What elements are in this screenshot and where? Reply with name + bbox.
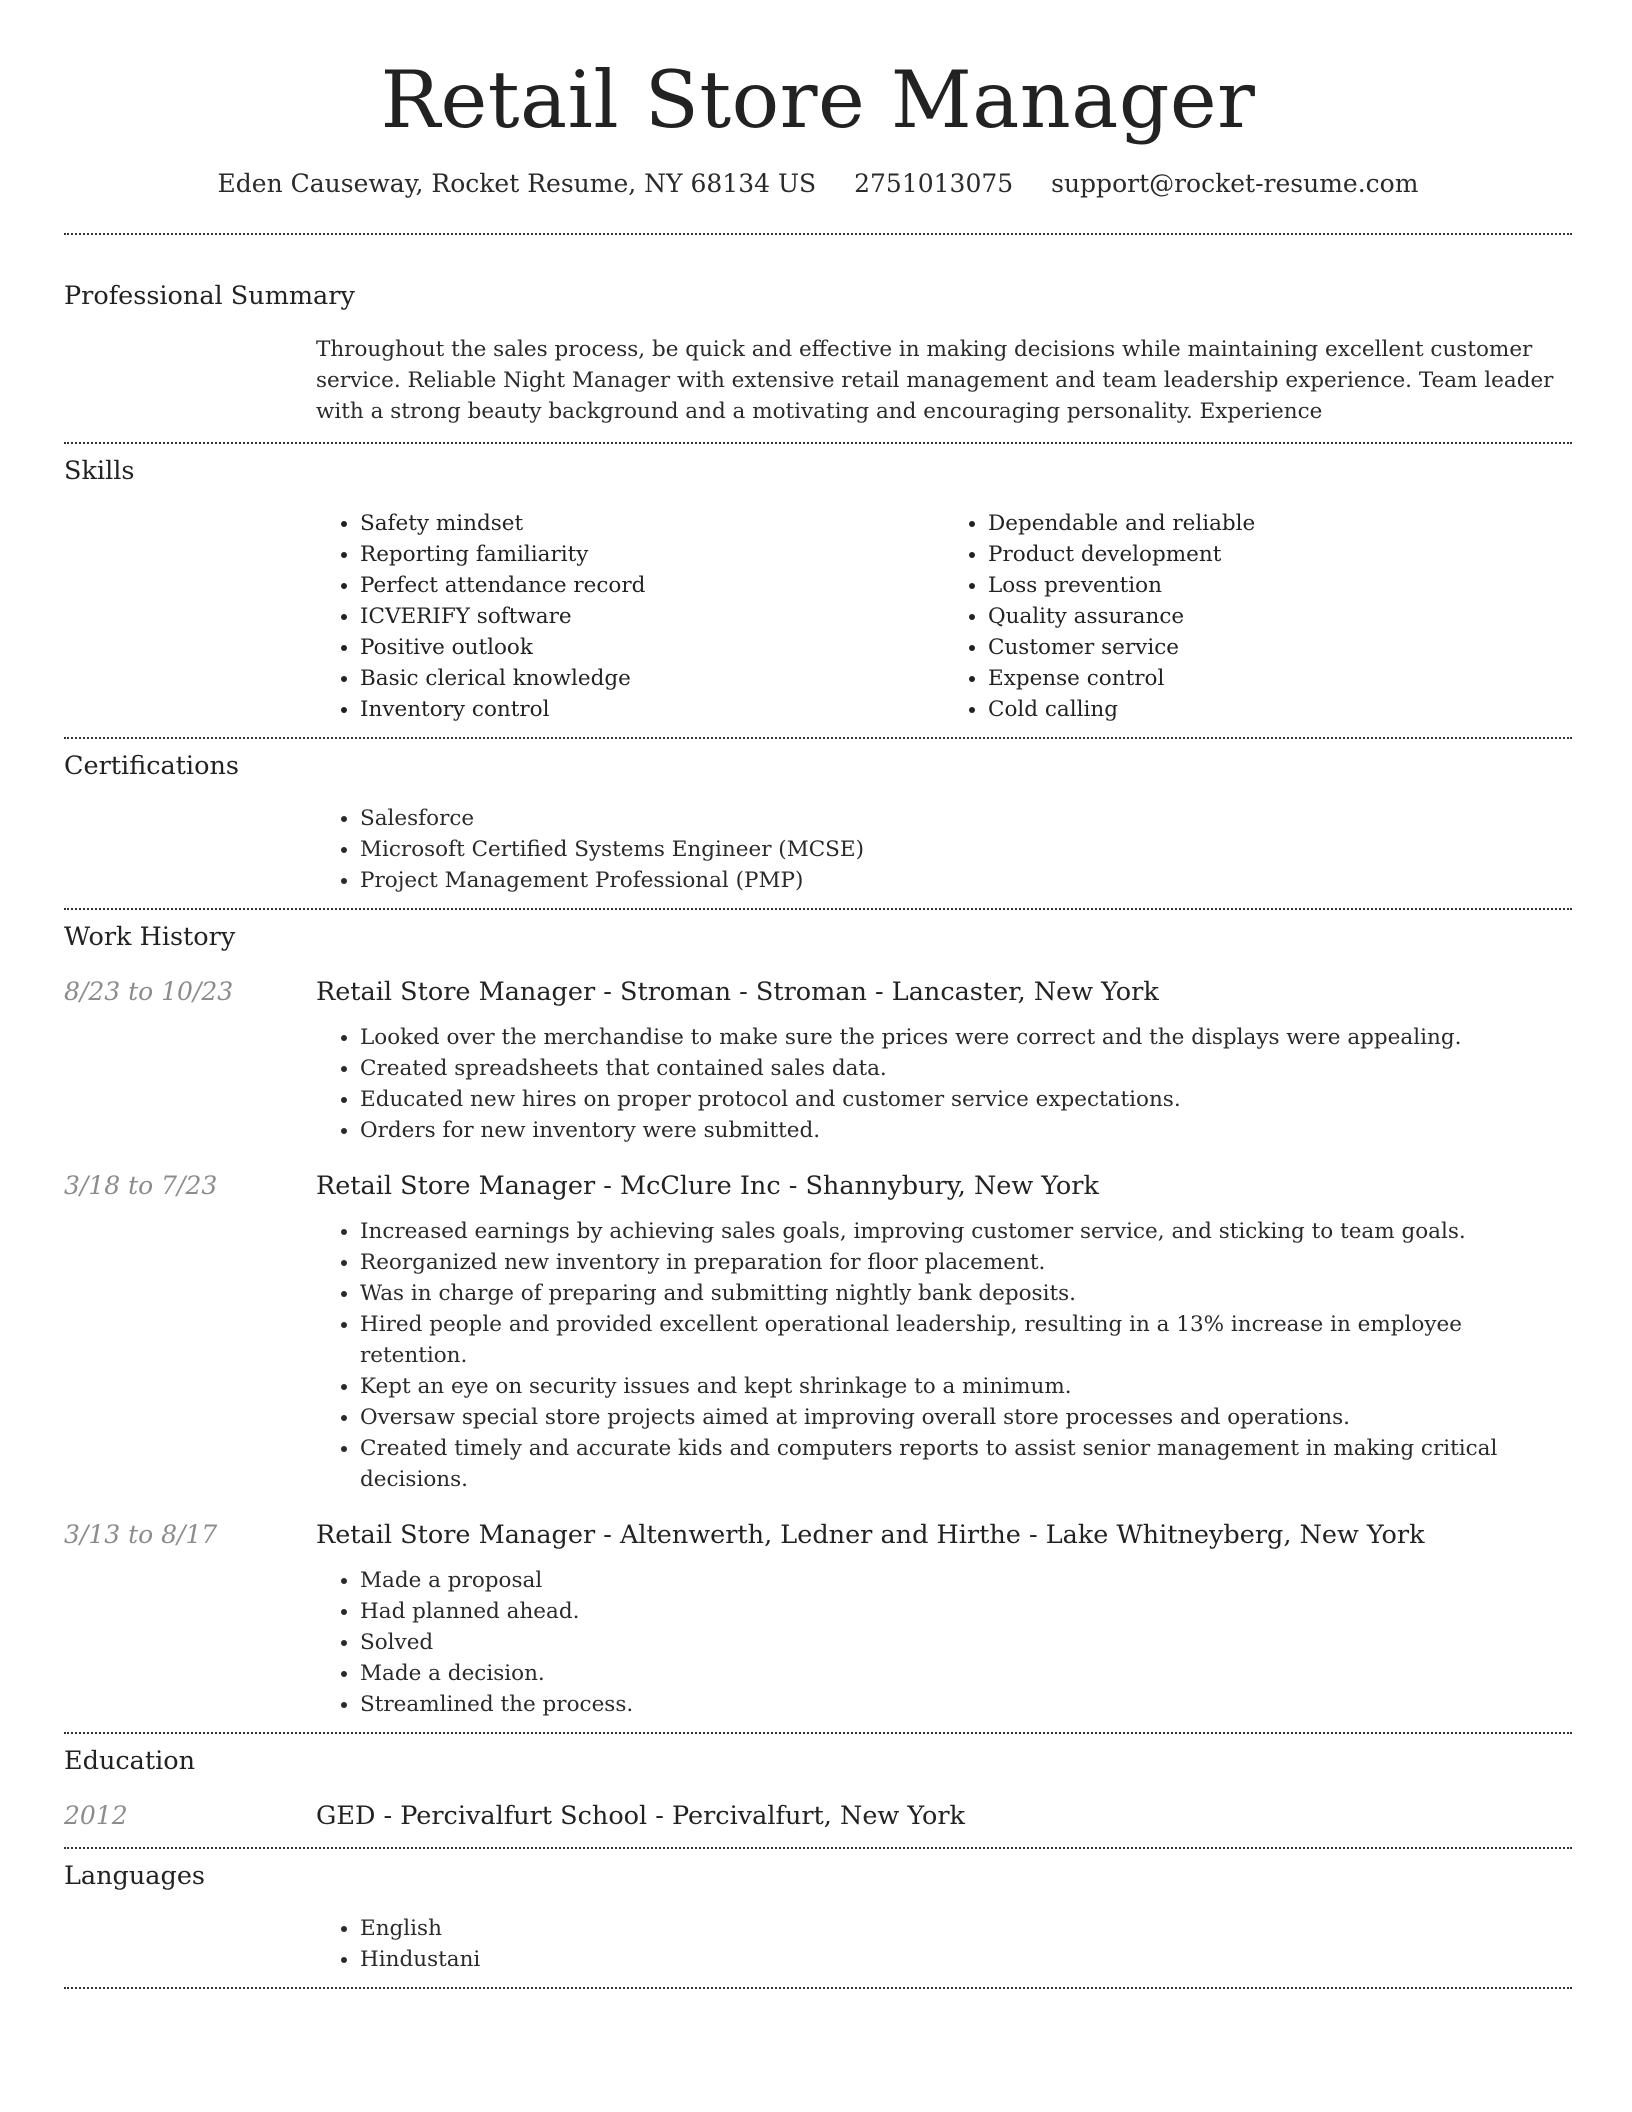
section-divider [64, 1732, 1572, 1734]
skill-item: • Expense control [988, 663, 1572, 694]
job-bullet: • Looked over the merchandise to make sure the prices were correct and the displays were appealing. [360, 1022, 1572, 1053]
job-bullet: • Educated new hires on proper protocol and customer service expectations. [360, 1084, 1572, 1115]
job-bullet: • Kept an eye on security issues and kept shrinkage to a minimum. [360, 1371, 1572, 1402]
skill-item: • Quality assurance [988, 601, 1572, 632]
job-entry [64, 1169, 1572, 1495]
job-bullet: • Oversaw special store projects aimed at improving overall store processes and operations. [360, 1402, 1572, 1433]
certifications-content [316, 803, 1572, 896]
languages-content [316, 1913, 1572, 1975]
work-history-heading: Work History [64, 922, 236, 952]
skill-item: • Cold calling [988, 694, 1572, 725]
certifications-list [316, 803, 1572, 896]
skill-item: • Dependable and reliable [988, 508, 1572, 539]
skill-item: • ICVERIFY software [360, 601, 944, 632]
skill-item: • Customer service [988, 632, 1572, 663]
skill-item: • Safety mindset [360, 508, 944, 539]
job-bullet: • Streamlined the process. [360, 1689, 1572, 1720]
education-year: 2012 [64, 1801, 128, 1830]
skill-item: • Product development [988, 539, 1572, 570]
education-degree: GED - Percivalfurt School - Percivalfurt, New York [316, 1801, 965, 1831]
section-divider [64, 442, 1572, 444]
resume-title: Retail Store Manager [380, 54, 1256, 146]
language-item: • English [360, 1913, 1572, 1944]
skill-item: • Inventory control [360, 694, 944, 725]
skills-section [64, 454, 1572, 725]
skills-heading: Skills [64, 456, 135, 486]
contact-line [64, 168, 1572, 200]
languages-heading: Languages [64, 1861, 206, 1891]
contact-address: Eden Causeway, Rocket Resume, NY 68134 US [217, 169, 817, 198]
job-bullet: • Was in charge of preparing and submitting nightly bank deposits. [360, 1278, 1572, 1309]
summary-text: Throughout the sales process, be quick and effective in making decisions while maintaining excellent customer service. Reliable Night Manager with extensive retail management and team leadership experience. Team leader with a strong beauty background and a motivating and encouraging personality. Experience [316, 337, 1554, 424]
job-dates: 3/18 to 7/23 [64, 1171, 218, 1200]
job-bullet: • Created spreadsheets that contained sales data. [360, 1053, 1572, 1084]
summary-section [64, 279, 1572, 427]
section-divider [64, 233, 1572, 235]
job-bullet: • Hired people and provided excellent operational leadership, resulting in a 13% increase in employee retention. [360, 1309, 1572, 1371]
work-history-section [64, 920, 1572, 1720]
job-bullet: • Reorganized new inventory in preparation for floor placement. [360, 1247, 1572, 1278]
job-bullet: • Had planned ahead. [360, 1596, 1572, 1627]
education-entry [64, 1799, 1572, 1833]
job-bullet-list [316, 1565, 1572, 1720]
job-title: Retail Store Manager - McClure Inc - Shannybury, New York [316, 1171, 1099, 1201]
education-section [64, 1744, 1572, 1833]
education-heading: Education [64, 1746, 196, 1776]
languages-list [316, 1913, 1572, 1975]
job-header [64, 1518, 1572, 1552]
certification-item: • Salesforce [360, 803, 1572, 834]
job-bullets [316, 1216, 1572, 1495]
section-divider [64, 908, 1572, 910]
section-divider [64, 1987, 1572, 1989]
skill-item: • Perfect attendance record [360, 570, 944, 601]
job-bullet: • Increased earnings by achieving sales goals, improving customer service, and sticking to team goals. [360, 1216, 1572, 1247]
job-header [64, 975, 1572, 1009]
job-bullets [316, 1022, 1572, 1146]
skills-list-left [316, 508, 944, 725]
job-title: Retail Store Manager - Altenwerth, Ledner and Hirthe - Lake Whitneyberg, New York [316, 1520, 1425, 1550]
skill-item: • Positive outlook [360, 632, 944, 663]
job-bullet: • Created timely and accurate kids and computers reports to assist senior management in making critical decisions. [360, 1433, 1572, 1495]
job-bullet-list [316, 1216, 1572, 1495]
job-entry [64, 975, 1572, 1146]
skills-columns [316, 508, 1572, 725]
job-dates: 3/13 to 8/17 [64, 1520, 218, 1549]
languages-section [64, 1859, 1572, 1975]
language-item: • Hindustani [360, 1944, 1572, 1975]
resume-page [64, 0, 1572, 1989]
certifications-section [64, 749, 1572, 896]
job-bullet-list [316, 1022, 1572, 1146]
skill-item: • Reporting familiarity [360, 539, 944, 570]
summary-heading: Professional Summary [64, 281, 355, 311]
job-title: Retail Store Manager - Stroman - Stroman - Lancaster, New York [316, 977, 1159, 1007]
skills-list-right [944, 508, 1572, 725]
contact-email: support@rocket-resume.com [1051, 169, 1419, 198]
certification-item: • Project Management Professional (PMP) [360, 865, 1572, 896]
certification-item: • Microsoft Certified Systems Engineer (MCSE) [360, 834, 1572, 865]
section-divider [64, 1847, 1572, 1849]
skill-item: • Loss prevention [988, 570, 1572, 601]
job-bullets [316, 1565, 1572, 1720]
certifications-heading: Certifications [64, 751, 239, 781]
job-bullet: • Made a decision. [360, 1658, 1572, 1689]
job-entry [64, 1518, 1572, 1720]
skill-item: • Basic clerical knowledge [360, 663, 944, 694]
contact-phone: 2751013075 [854, 169, 1014, 198]
section-divider [64, 737, 1572, 739]
job-bullet: • Solved [360, 1627, 1572, 1658]
job-bullet: • Made a proposal [360, 1565, 1572, 1596]
job-header [64, 1169, 1572, 1203]
job-dates: 8/23 to 10/23 [64, 977, 234, 1006]
job-bullet: • Orders for new inventory were submitted. [360, 1115, 1572, 1146]
